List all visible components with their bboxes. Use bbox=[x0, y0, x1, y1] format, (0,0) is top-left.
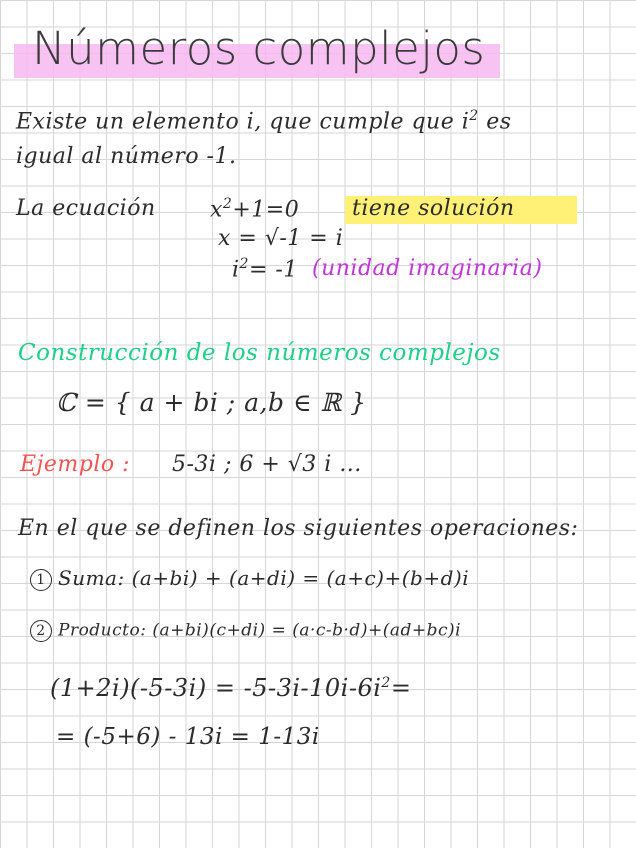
imaginary-unit-note: (unidad imaginaria) bbox=[312, 256, 543, 281]
example-label: Ejemplo : bbox=[20, 452, 131, 477]
product-example-1-superscript: 2 bbox=[381, 675, 391, 691]
product-example-line-2: = (-5+6) - 13i = 1-13i bbox=[56, 724, 320, 750]
construction-heading: Construcción de los números complejos bbox=[18, 340, 501, 366]
solution-text: tiene solución bbox=[352, 196, 515, 221]
intro-text-1: Existe un elemento i, que cumple que i bbox=[16, 109, 470, 135]
equation-line-2: x = √-1 = i bbox=[218, 226, 344, 251]
operations-intro: En el que se definen los siguientes operaciones: bbox=[18, 516, 579, 541]
intro-line-2: igual al número -1. bbox=[16, 144, 237, 169]
sum-operation bbox=[30, 566, 469, 591]
equation-3-end: = -1 bbox=[248, 257, 298, 283]
equation-line-3 bbox=[232, 256, 298, 282]
equation-line-1 bbox=[210, 196, 299, 222]
product-example-1-text: (1+2i)(-5-3i) = -5-3i-10i-6i bbox=[50, 674, 382, 702]
product-formula: Producto: (a+bi)(c+di) = (a·c-b·d)+(ad+bc)i bbox=[58, 620, 462, 641]
product-operation bbox=[30, 620, 461, 642]
complex-set-definition: ℂ = { a + bi ; a,b ∈ ℝ } bbox=[56, 388, 367, 417]
intro-superscript: 2 bbox=[469, 108, 479, 124]
equation-1-superscript: 2 bbox=[222, 196, 233, 212]
equation-3-superscript: 2 bbox=[239, 256, 249, 272]
example-values: 5-3i ; 6 + √3 i ... bbox=[172, 452, 362, 477]
page-title: Números complejos bbox=[32, 22, 486, 75]
equation-1-end: +1=0 bbox=[232, 197, 300, 223]
equation-1-base: x bbox=[210, 197, 223, 223]
product-example-line-1 bbox=[50, 674, 411, 702]
intro-text-1-end: es bbox=[486, 109, 512, 135]
product-example-1-end: = bbox=[390, 674, 412, 702]
product-number-badge: 2 bbox=[30, 620, 52, 642]
equation-3-base: i bbox=[232, 257, 240, 283]
sum-number-badge: 1 bbox=[30, 569, 52, 591]
sum-formula: Suma: (a+bi) + (a+di) = (a+c)+(b+d)i bbox=[58, 566, 470, 590]
equation-label: La ecuación bbox=[16, 196, 156, 221]
intro-line-1 bbox=[16, 108, 512, 134]
